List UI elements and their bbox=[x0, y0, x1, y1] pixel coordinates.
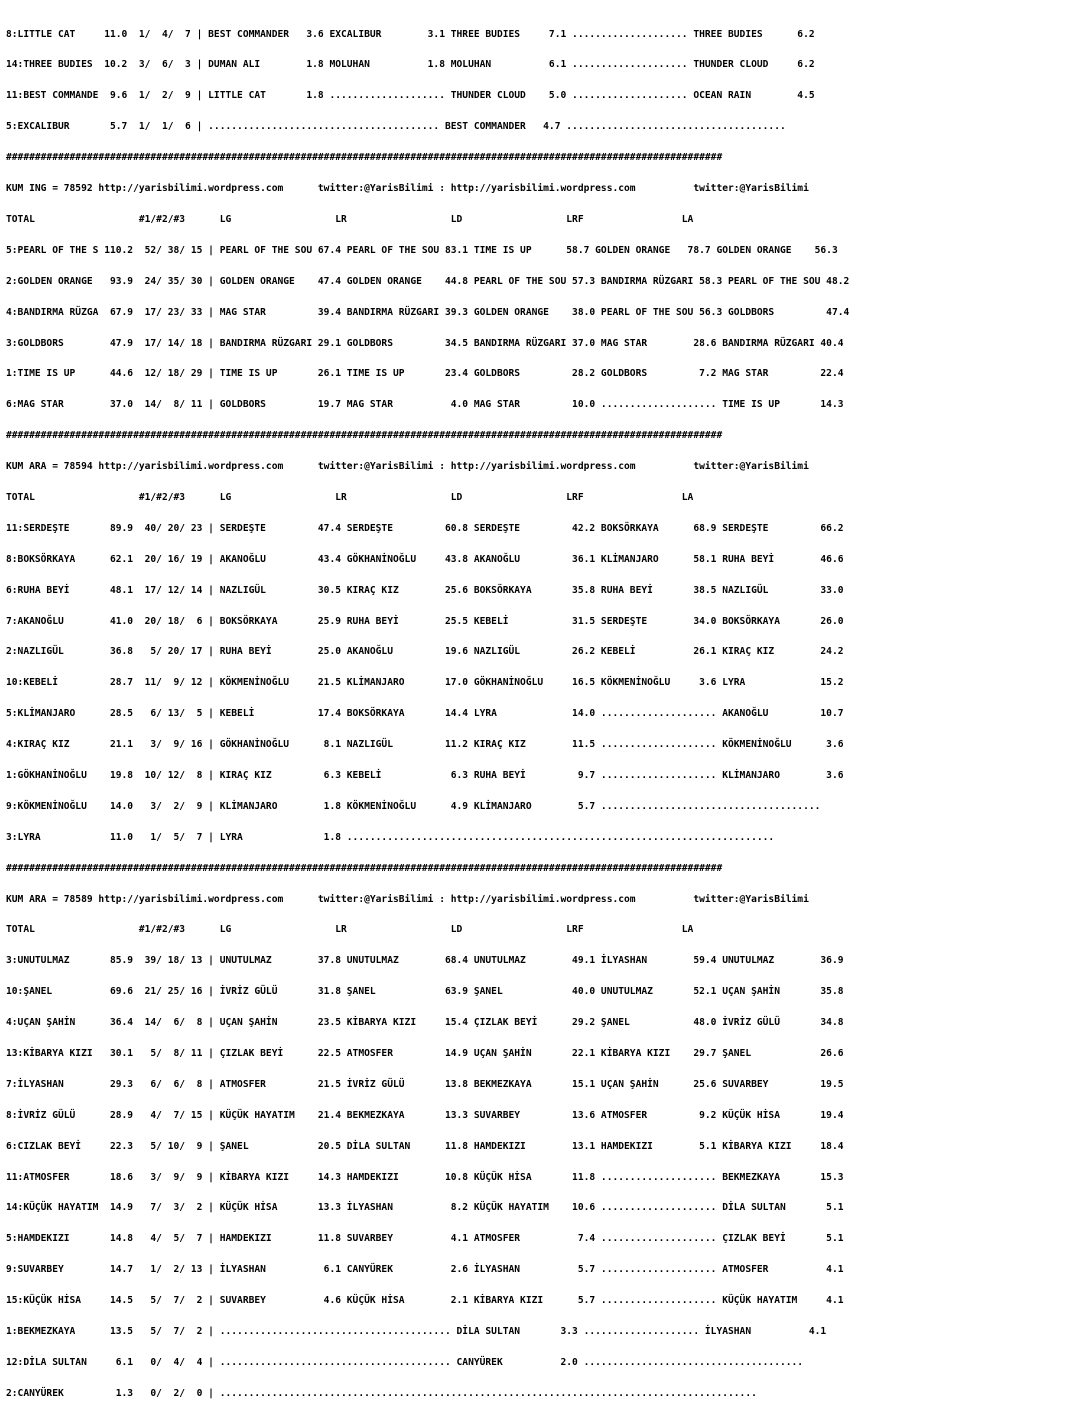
text-line: 7:İLYASHAN 29.3 6/ 6/ 8 | ATMOSFER 21.5 İVRİZ GÜLÜ 13.8 BEKMEZKAYA 15.1 UÇAN ŞAHİN 25.6 SUVARBEY 19.5 bbox=[6, 1078, 844, 1090]
race-header-line: KUM ARA = 78589 http://yarisbilimi.wordpress.com twitter:@YarisBilimi : http://yarisbilimi.wordpress.com twitter:@YarisBilimi bbox=[6, 893, 809, 905]
text-line: 8:LITTLE CAT 11.0 1/ 4/ 7 | BEST COMMANDER 3.6 EXCALIBUR 3.1 THREE BUDIES 7.1 .................... THREE BUDIES 6.2 bbox=[6, 28, 815, 40]
text-line: 8:BOKSÖRKAYA 62.1 20/ 16/ 19 | AKANOĞLU 43.4 GÖKHANİNOĞLU 43.8 AKANOĞLU 36.1 KLİMANJARO 58.1 RUHA BEYİ 46.6 bbox=[6, 553, 844, 565]
text-line: 1:BEKMEZKAYA 13.5 5/ 7/ 2 | ........................................ DİLA SULTAN 3.3 .................... İLYASHAN 4.1 bbox=[6, 1326, 827, 1337]
text-line: 11:BEST COMMANDE 9.6 1/ 2/ 9 | LITTLE CAT 1.8 .................... THUNDER CLOUD 5.0 .................... OCEAN RAIN 4.5 bbox=[6, 90, 815, 102]
column-header-line: TOTAL #1/#2/#3 LG LR LD LRF LA bbox=[6, 924, 694, 936]
text-line: 5:HAMDEKIZI 14.8 4/ 5/ 7 | HAMDEKIZI 11.8 SUVARBEY 4.1 ATMOSFER 7.4 .................... ÇIZLAK BEYİ 5.1 bbox=[6, 1233, 844, 1245]
separator-line: ############################################################################################################################ bbox=[6, 430, 723, 442]
column-header-line: TOTAL #1/#2/#3 LG LR LD LRF LA bbox=[6, 491, 694, 503]
text-line: 9:KÖKMENİNOĞLU 14.0 3/ 2/ 9 | KLİMANJARO 1.8 KÖKMENİNOĞLU 4.9 KLİMANJARO 5.7 ...................................... bbox=[6, 800, 821, 812]
text-line: 3:UNUTULMAZ 85.9 39/ 18/ 13 | UNUTULMAZ 37.8 UNUTULMAZ 68.4 UNUTULMAZ 49.1 İLYASHAN 59.4 UNUTULMAZ 36.9 bbox=[6, 955, 844, 967]
race-header-line: KUM ING = 78592 http://yarisbilimi.wordpress.com twitter:@YarisBilimi : http://yarisbilimi.wordpress.com twitter:@YarisBilimi bbox=[6, 183, 809, 195]
text-line: 5:KLİMANJARO 28.5 6/ 13/ 5 | KEBELİ 17.4 BOKSÖRKAYA 14.4 LYRA 14.0 .................... AKANOĞLU 10.7 bbox=[6, 708, 844, 720]
text-line: 3:GOLDBORS 47.9 17/ 14/ 18 | BANDIRMA RÜZGARI 29.1 GOLDBORS 34.5 BANDIRMA RÜZGARI 37.0 MAG STAR 28.6 BANDIRMA RÜZGARI 40.4 bbox=[6, 337, 844, 349]
text-line: 8:İVRİZ GÜLÜ 28.9 4/ 7/ 15 | KÜÇÜK HAYATIM 21.4 BEKMEZKAYA 13.3 SUVARBEY 13.6 ATMOSFER 9.2 KÜÇÜK HİSA 19.4 bbox=[6, 1109, 844, 1121]
text-line: 7:AKANOĞLU 41.0 20/ 18/ 6 | BOKSÖRKAYA 25.9 RUHA BEYİ 25.5 KEBELİ 31.5 SERDEŞTE 34.0 BOKSÖRKAYA 26.0 bbox=[6, 615, 844, 627]
text-line: 4:KIRAÇ KIZ 21.1 3/ 9/ 16 | GÖKHANİNOĞLU 8.1 NAZLIGÜL 11.2 KIRAÇ KIZ 11.5 .................... KÖKMENİNOĞLU 3.6 bbox=[6, 739, 844, 751]
text-line: 4:BANDIRMA RÜZGA 67.9 17/ 23/ 33 | MAG STAR 39.4 BANDIRMA RÜZGARI 39.3 GOLDEN ORANGE 38.0 PEARL OF THE SOU 56.3 GOLDBORS 47.4 bbox=[6, 306, 850, 318]
text-line: 6:RUHA BEYİ 48.1 17/ 12/ 14 | NAZLIGÜL 30.5 KIRAÇ KIZ 25.6 BOKSÖRKAYA 35.8 RUHA BEYİ 38.5 NAZLIGÜL 33.0 bbox=[6, 584, 844, 596]
separator-line: ############################################################################################################################ bbox=[6, 862, 723, 874]
text-line: 13:KİBARYA KIZI 30.1 5/ 8/ 11 | ÇIZLAK BEYİ 22.5 ATMOSFER 14.9 UÇAN ŞAHİN 22.1 KİBARYA KIZI 29.7 ŞANEL 26.6 bbox=[6, 1047, 844, 1059]
text-line: 10:ŞANEL 69.6 21/ 25/ 16 | İVRİZ GÜLÜ 31.8 ŞANEL 63.9 ŞANEL 40.0 UNUTULMAZ 52.1 UÇAN ŞAHİN 35.8 bbox=[6, 986, 844, 998]
text-line: 14:KÜÇÜK HAYATIM 14.9 7/ 3/ 2 | KÜÇÜK HİSA 13.3 İLYASHAN 8.2 KÜÇÜK HAYATIM 10.6 .................... DİLA SULTAN 5.1 bbox=[6, 1202, 844, 1214]
text-line: 11:ATMOSFER 18.6 3/ 9/ 9 | KİBARYA KIZI 14.3 HAMDEKIZI 10.8 KÜÇÜK HİSA 11.8 .................... BEKMEZKAYA 15.3 bbox=[6, 1171, 844, 1183]
text-line: 10:KEBELİ 28.7 11/ 9/ 12 | KÖKMENİNOĞLU 21.5 KLİMANJARO 17.0 GÖKHANİNOĞLU 16.5 KÖKMENİNOĞLU 3.6 LYRA 15.2 bbox=[6, 677, 844, 689]
text-line: 2:GOLDEN ORANGE 93.9 24/ 35/ 30 | GOLDEN ORANGE 47.4 GOLDEN ORANGE 44.8 PEARL OF THE SOU 57.3 BANDIRMA RÜZGARI 58.3 PEARL OF THE SOU 48.2 bbox=[6, 275, 850, 287]
text-line: 14:THREE BUDIES 10.2 3/ 6/ 3 | DUMAN ALI 1.8 MOLUHAN 1.8 MOLUHAN 6.1 .................... THUNDER CLOUD 6.2 bbox=[6, 59, 815, 71]
text-line: 5:PEARL OF THE S 110.2 52/ 38/ 15 | PEARL OF THE SOU 67.4 PEARL OF THE SOU 83.1 TIME IS UP 58.7 GOLDEN ORANGE 78.7 GOLDEN ORANGE 56.3 bbox=[6, 244, 838, 256]
text-line: 6:CIZLAK BEYİ 22.3 5/ 10/ 9 | ŞANEL 20.5 DİLA SULTAN 11.8 HAMDEKIZI 13.1 HAMDEKIZI 5.1 KİBARYA KIZI 18.4 bbox=[6, 1140, 844, 1152]
text-line: 11:SERDEŞTE 89.9 40/ 20/ 23 | SERDEŞTE 47.4 SERDEŞTE 60.8 SERDEŞTE 42.2 BOKSÖRKAYA 68.9 SERDEŞTE 66.2 bbox=[6, 522, 844, 534]
text-line: 6:MAG STAR 37.0 14/ 8/ 11 | GOLDBORS 19.7 MAG STAR 4.0 MAG STAR 10.0 .................... TIME IS UP 14.3 bbox=[6, 399, 844, 411]
text-line: 5:EXCALIBUR 5.7 1/ 1/ 6 | ........................................ BEST COMMANDER 4.7 ...................................... bbox=[6, 121, 786, 133]
text-line: 4:UÇAN ŞAHİN 36.4 14/ 6/ 8 | UÇAN ŞAHİN 23.5 KİBARYA KIZI 15.4 ÇIZLAK BEYİ 29.2 ŞANEL 48.0 İVRİZ GÜLÜ 34.8 bbox=[6, 1017, 844, 1029]
text-line: 2:NAZLIGÜL 36.8 5/ 20/ 17 | RUHA BEYİ 25.0 AKANOĞLU 19.6 NAZLIGÜL 26.2 KEBELİ 26.1 KIRAÇ KIZ 24.2 bbox=[6, 646, 844, 658]
text-line: 1:TIME IS UP 44.6 12/ 18/ 29 | TIME IS UP 26.1 TIME IS UP 23.4 GOLDBORS 28.2 GOLDBORS 7.2 MAG STAR 22.4 bbox=[6, 368, 844, 380]
column-header-line: TOTAL #1/#2/#3 LG LR LD LRF LA bbox=[6, 213, 694, 225]
text-line: 2:CANYÜREK 1.3 0/ 2/ 0 | ............................................................................................. bbox=[6, 1387, 757, 1399]
text-line: 1:GÖKHANİNOĞLU 19.8 10/ 12/ 8 | KIRAÇ KIZ 6.3 KEBELİ 6.3 RUHA BEYİ 9.7 .................... KLİMANJARO 3.6 bbox=[6, 769, 844, 781]
race-header-line: KUM ARA = 78594 http://yarisbilimi.wordpress.com twitter:@YarisBilimi : http://yarisbilimi.wordpress.com twitter:@YarisBilimi bbox=[6, 461, 809, 473]
text-line: 12:DİLA SULTAN 6.1 0/ 4/ 4 | ........................................ CANYÜREK 2.0 ...................................... bbox=[6, 1356, 804, 1368]
text-line: 9:SUVARBEY 14.7 1/ 2/ 13 | İLYASHAN 6.1 CANYÜREK 2.6 İLYASHAN 5.7 .................... ATMOSFER 4.1 bbox=[6, 1264, 844, 1276]
separator-line: ############################################################################################################################ bbox=[6, 152, 723, 164]
text-line: 3:LYRA 11.0 1/ 5/ 7 | LYRA 1.8 .......................................................................... bbox=[6, 831, 775, 843]
text-line: 15:KÜÇÜK HİSA 14.5 5/ 7/ 2 | SUVARBEY 4.6 KÜÇÜK HİSA 2.1 KİBARYA KIZI 5.7 .................... KÜÇÜK HAYATIM 4.1 bbox=[6, 1295, 844, 1307]
